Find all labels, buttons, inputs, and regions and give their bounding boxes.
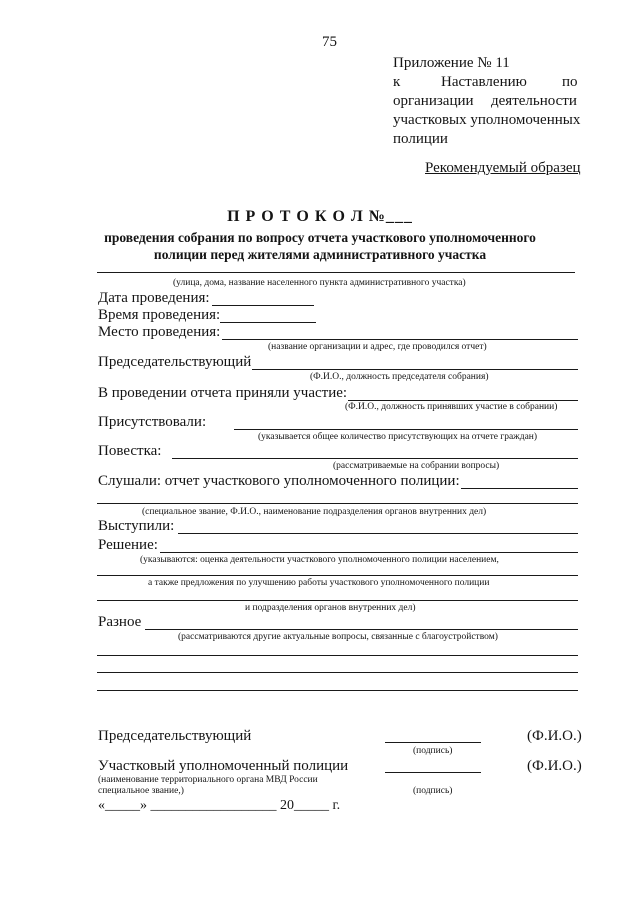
place-line (222, 339, 578, 340)
heard-line-2 (97, 503, 578, 504)
present-hint: (указывается общее количество присутствующих на отчете граждан) (258, 432, 538, 442)
date-label: Дата проведения: (98, 290, 210, 306)
address-hint: (улица, дома, название населенного пункта административного участка) (173, 278, 466, 288)
page-number: 75 (322, 34, 337, 50)
heard-label: Слушали: отчет участкового уполномоченного полиции: (98, 473, 460, 489)
sign-officer-signature-hint: (подпись) (413, 786, 453, 796)
protocol-title: П Р О Т О К О Л №___ (227, 208, 413, 225)
decision-hint-1: (указываются: оценка деятельности участкового уполномоченного полиции населением, (140, 555, 499, 565)
chair-hint: (Ф.И.О., должность председателя собрания) (310, 372, 489, 382)
spoke-line (178, 533, 578, 534)
appendix-line-2c: по (562, 74, 578, 90)
misc-line-2 (97, 655, 578, 656)
misc-line-4 (97, 690, 578, 691)
decision-line (160, 552, 578, 553)
protocol-subtitle-2: полиции перед жителями административного участка (153, 247, 487, 262)
sign-chair-label: Председательствующий (98, 728, 252, 744)
heard-hint: (специальное звание, Ф.И.О., наименование подразделения органов внутренних дел) (142, 507, 487, 517)
appendix-line-2b: Наставлению (441, 74, 527, 90)
decision-line-2 (97, 575, 578, 576)
sign-chair-line (385, 742, 481, 743)
decision-line-3 (97, 600, 578, 601)
appendix-line-3a: организации (393, 93, 474, 109)
sign-officer-line (385, 772, 481, 773)
appendix-line-5: полиции (393, 131, 448, 147)
decision-label: Решение: (98, 537, 158, 553)
protocol-subtitle-1: проведения собрания по вопросу отчета участкового уполномоченного (104, 230, 536, 245)
sign-chair-signature-hint: (подпись) (413, 746, 453, 756)
chair-line (252, 369, 578, 370)
heard-line-1 (461, 488, 578, 489)
sample-label: Рекомендуемый образец (425, 160, 581, 176)
appendix-line-3b: деятельности (491, 93, 577, 109)
sign-officer-label: Участковый уполномоченный полиции (98, 758, 349, 774)
sign-officer-hint-2: специальное звание,) (98, 786, 184, 796)
sign-officer-hint-1: (наименование территориального органа МВД России (98, 775, 318, 785)
spoke-label: Выступили: (98, 518, 175, 534)
chair-label: Председательствующий (98, 354, 252, 370)
participants-line (348, 400, 578, 401)
present-label: Присутствовали: (98, 414, 207, 430)
date-line (212, 305, 314, 306)
place-hint: (название организации и адрес, где проводился отчет) (268, 342, 487, 352)
address-line (97, 272, 575, 273)
appendix-line-2a: к (393, 74, 401, 90)
agenda-hint: (рассматриваемые на собрании вопросы) (333, 461, 500, 471)
time-line (220, 322, 316, 323)
misc-label: Разное (98, 614, 142, 630)
time-label: Время проведения: (98, 307, 221, 323)
sign-date-line: «_____» __________________ 20_____ г. (98, 798, 341, 813)
present-line (234, 429, 578, 430)
sign-officer-fio: (Ф.И.О.) (527, 758, 582, 774)
decision-hint-2: а также предложения по улучшению работы участкового уполномоченного полиции (148, 578, 490, 588)
misc-hint: (рассматриваются другие актуальные вопросы, связанные с благоустройством) (178, 632, 498, 642)
misc-line-3 (97, 672, 578, 673)
participants-label: В проведении отчета приняли участие: (98, 385, 348, 401)
appendix-title: Приложение № 11 (393, 55, 510, 71)
participants-hint: (Ф.И.О., должность принявших участие в собрании) (345, 402, 558, 412)
agenda-line (172, 458, 578, 459)
appendix-line-4: участковых уполномоченных (393, 112, 581, 128)
misc-line (145, 629, 578, 630)
agenda-label: Повестка: (98, 443, 162, 459)
decision-hint-3: и подразделения органов внутренних дел) (245, 603, 416, 613)
place-label: Место проведения: (98, 324, 221, 340)
sign-chair-fio: (Ф.И.О.) (527, 728, 582, 744)
